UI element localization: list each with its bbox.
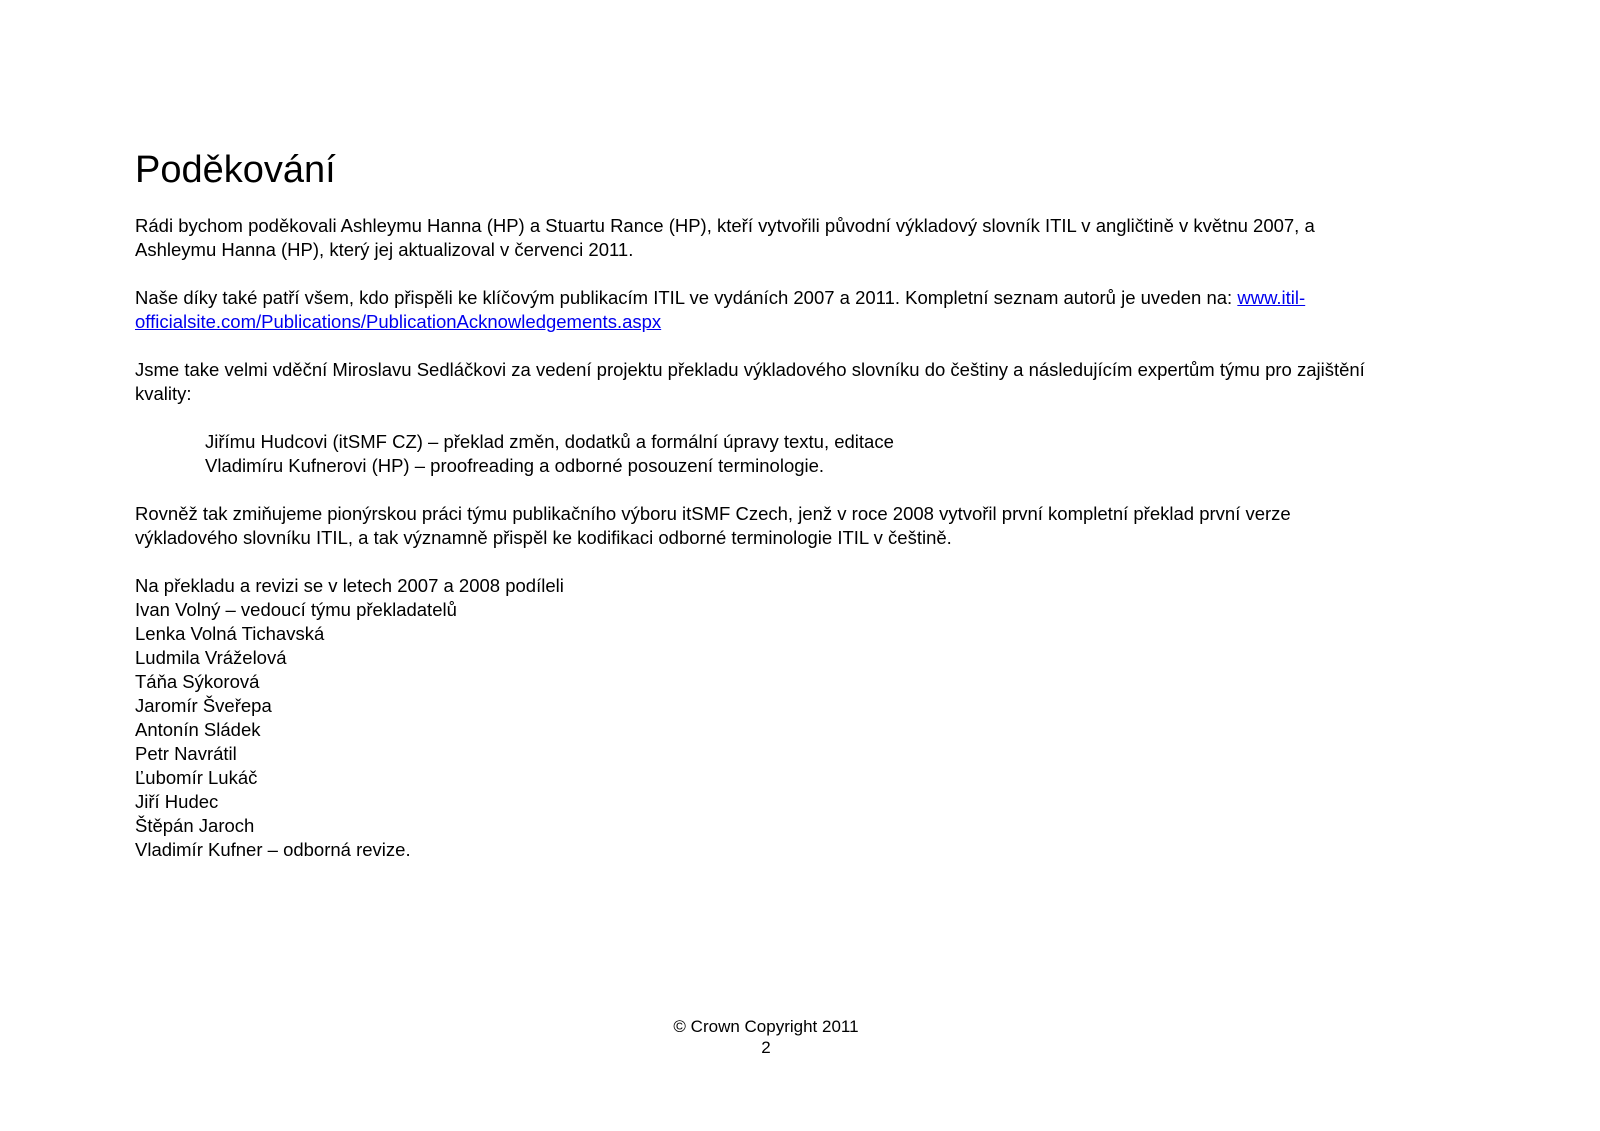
copyright-notice: © Crown Copyright 2011: [673, 1017, 859, 1036]
translators-intro: Na překladu a revizi se v letech 2007 a 2008 podíleli: [135, 575, 564, 596]
acknowledgement-paragraph-3: Jsme take velmi vděční Miroslavu Sedláčkovi za vedení projektu překladu výkladového slovníku do češtiny a následujícím expertům týmu pro zajištění kvality:: [135, 359, 1365, 404]
paragraph-2-text: Naše díky také patří všem, kdo přispěli ke klíčovým publikacím ITIL ve vydáních 2007 a 2011. Kompletní seznam autorů je uveden na:: [135, 287, 1238, 308]
translator-item: Ľubomír Lukáč: [135, 767, 258, 788]
translator-item: Lenka Volná Tichavská: [135, 623, 325, 644]
translator-item: Vladimír Kufner – odborná revize.: [135, 839, 411, 860]
acknowledgement-paragraph-2: [135, 286, 1375, 334]
translator-item: Petr Navrátil: [135, 743, 237, 764]
translator-item: Táňa Sýkorová: [135, 671, 260, 692]
acknowledgement-paragraph-4: Rovněž tak zmiňujeme pionýrskou práci týmu publikačního výboru itSMF Czech, jenž v roce 2008 vytvořil první kompletní překlad první verze výkladového slovníku ITIL, a tak významně přispěl ke kodifikaci odborné terminologie ITIL v češtině.: [135, 503, 1291, 548]
experts-list: [135, 430, 1375, 478]
translators-list: [135, 574, 1375, 862]
translator-item: Ludmila Vráželová: [135, 647, 287, 668]
translator-item: Štěpán Jaroch: [135, 815, 255, 836]
page-number: 2: [761, 1038, 771, 1057]
translator-item: Antonín Sládek: [135, 719, 261, 740]
page-content: [135, 148, 1375, 862]
acknowledgements-link[interactable]: www.itil-officialsite.com/Publications/PublicationAcknowledgements.aspx: [135, 287, 1306, 332]
expert-item: Jiřímu Hudcovi (itSMF CZ) – překlad změn, dodatků a formální úpravy textu, editace: [205, 431, 894, 452]
page-footer: [0, 1016, 1532, 1058]
translator-item: Jiří Hudec: [135, 791, 219, 812]
expert-item: Vladimíru Kufnerovi (HP) – proofreading a odborné posouzení terminologie.: [205, 455, 825, 476]
acknowledgement-paragraph-1: Rádi bychom poděkovali Ashleymu Hanna (HP) a Stuartu Rance (HP), kteří vytvořili původní výkladový slovník ITIL v angličtině v květnu 2007, a Ashleymu Hanna (HP), který jej aktualizoval v červenci 2011.: [135, 215, 1315, 260]
translator-item: Ivan Volný – vedoucí týmu překladatelů: [135, 599, 457, 620]
translator-item: Jaromír Šveřepa: [135, 695, 272, 716]
page-title: Poděkování: [135, 149, 336, 191]
